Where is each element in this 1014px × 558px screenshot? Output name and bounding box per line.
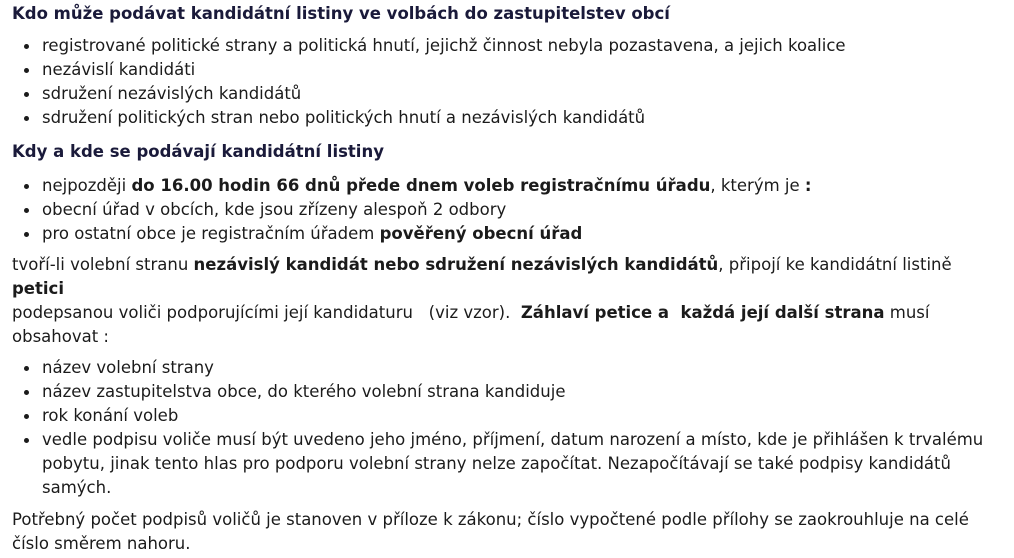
bold-text: do 16.00 hodin 66 dnů přede dnem voleb registračnímu úřadu — [131, 176, 711, 195]
text: podepsanou voliči podporujícími její kandidaturu (viz vzor). — [12, 303, 521, 322]
list-deadline-office — [12, 174, 1008, 246]
bold-text: pověřený obecní úřad — [379, 224, 583, 243]
list-item: sdružení nezávislých kandidátů — [12, 82, 1008, 106]
list-item: registrované politické strany a politická hnutí, jejichž činnost nebyla pozastavena, a jejich koalice — [12, 34, 1008, 58]
list-item: nezávislí kandidáti — [12, 58, 1008, 82]
bold-text: nezávislý kandidát nebo sdružení nezávislých kandidátů — [193, 255, 719, 274]
list-petition-requirements — [12, 356, 1008, 500]
bold-text: petici — [12, 279, 64, 298]
heading-when-where: Kdy a kde se podávají kandidátní listiny — [12, 142, 384, 161]
text: musí obsahovat : — [12, 303, 930, 346]
paragraph-petition — [12, 253, 1008, 349]
paragraph-signature-count: Potřebný počet podpisů voličů je stanoven v příloze k zákonu; číslo vypočtené podle přílohy se zaokrouhluje na celé číslo směrem nahoru. — [12, 510, 969, 553]
list-eligible-submitters — [12, 34, 1008, 130]
document-body — [12, 2, 1008, 556]
bold-text: Záhlaví petice a každá její další strana — [520, 303, 885, 322]
list-item: obecní úřad v obcích, kde jsou zřízeny alespoň 2 odbory — [12, 198, 1008, 222]
list-item: vedle podpisu voliče musí být uvedeno jeho jméno, příjmení, datum narození a místo, kde je přihlášen k trvalému pobytu, jinak tento hlas pro podporu volební strany nelze započítat. Nezapočítávají se také podpisy kandidátů samých. — [12, 428, 1008, 500]
list-item — [12, 174, 1008, 198]
text: pro ostatní obce je registračním úřadem — [42, 224, 380, 243]
text: , kterým je — [710, 176, 805, 195]
list-item: název zastupitelstva obce, do kterého volební strana kandiduje — [12, 380, 1008, 404]
list-item: název volební strany — [12, 356, 1008, 380]
text: , připojí ke kandidátní listině — [718, 255, 952, 274]
text: tvoří-li volební stranu — [12, 255, 194, 274]
text: nejpozději — [42, 176, 132, 195]
list-item: sdružení politických stran nebo politických hnutí a nezávislých kandidátů — [12, 106, 1008, 130]
heading-who-can-submit: Kdo může podávat kandidátní listiny ve volbách do zastupitelstev obcí — [12, 4, 670, 23]
list-item: rok konání voleb — [12, 404, 1008, 428]
bold-text: : — [804, 176, 812, 195]
list-item — [12, 222, 1008, 246]
